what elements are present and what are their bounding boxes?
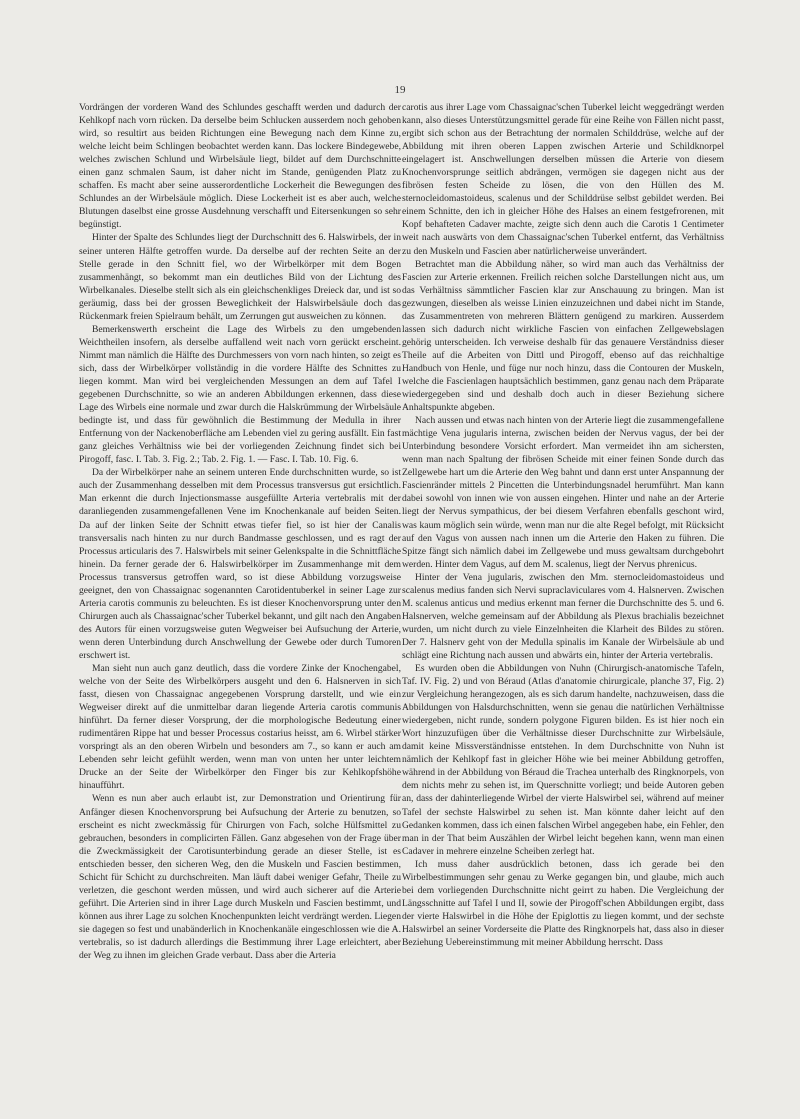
- paragraph: Hinter der Vena jugularis, zwischen den Mm. sternocleidomastoideus und scalenus medius fanden sich Nervi supraclaviculares vom 4. Halsnerven. Zwischen M. scalenus anticus und medius erkennt man ferner die Durchschnitte des 5. und 6. Halsnerven, welche gemeinsam auf der Abbildung als Plexus brachialis bezeichnet wurden, um nicht durch zu viele Einzelnheiten die Klarheit des Bildes zu stören. Der 7. Halsnerv geht von der Medulla spinalis im Kanale der Wirbelsäule ab und schlägt eine Richtung nach aussen und abwärts ein, hinter der Arteria vertebralis.: [402, 571, 724, 661]
- paragraph: Vordrängen der vorderen Wand des Schlundes geschafft werden und dadurch der Kehlkopf nach vorn rücken. Da derselbe beim Schlucken ausserdem noch gehoben wird, so resultirt aus beiden Richtungen eine Bewegung nach dem Kinne zu, welche leicht beim Schlingen beobachtet werden kann. Das lockere Bindegewebe, welches zwischen Schlund und Wirbelsäule liegt, bildet auf dem Durchschnitte einen ganz schmalen Saum, ist daher nicht im Stande, genügenden Platz zu schaffen. Es macht aber seine ausserordentliche Lockerheit die Bewegungen des Schlundes an der Wirbelsäule möglich. Diese Lockerheit ist es aber auch, welche Blutungen daselbst eine grosse Ausdehnung verschafft und Eitersenkungen so sehr begünstigt.: [79, 102, 401, 231]
- paragraph: Betrachtet man die Abbildung näher, so wird man auch das Verhältniss der Fascien zur Arterie erkennen. Freilich reichen solche Darstellungen nicht aus, um das Verhältniss sämmtlicher Fascien klar zur Anschauung zu bringen. Man ist gezwungen, dieselben als weisse Linien einzuzeichnen und dabei nicht im Stande, das Zusammentreten von mehreren Blättern genügend zu markiren. Ausserdem lassen sich dadurch nicht wirkliche Fascien von einfachen Zellgewebslagen gehörig unterscheiden. Ich verweise deshalb für das genauere Verständniss dieser Theile auf die Arbeiten von Dittl und Pirogoff, ebenso auf das reichhaltige Handbuch von Henle, und füge nur noch hinzu, dass die Contouren der Muskeln, welche die Fascienlagen hauptsächlich bestimmen, ganz genau nach dem Präparate wiedergegeben sind und deshalb doch auch in dieser Beziehung sichere Anhaltspunkte abgeben.: [402, 258, 724, 414]
- paragraph: Da der Wirbelkörper nahe an seinem unteren Ende durchschnitten wurde, so ist auch der Zusammenhang desselben mit dem Processus transversus gut ersichtlich. Man erkennt die durch Injectionsmasse ausgefüllte Arteria vertebralis mit der daranliegenden zusammengefallenen Vene im Knochenkanale auf beiden Seiten. Da auf der linken Seite der Schnitt etwas tiefer fiel, so ist hier der Canalis transversalis nach hinten zu nur durch Bandmasse geschlossen, und es ragt der Processus articularis des 7. Halswirbels mit seiner Gelenkspalte in die Schnittfläche hinein. Da ferner gerade der 6. Halswirbelkörper im Zusammenhange mit dem Processus transversus getroffen ward, so ist diese Abbildung vorzugsweise geeignet, den von Chassaignac sogenannten Carotidentuberkel in seiner Lage zur Arteria carotis communis zu beleuchten. Es ist dieser Knochenvorsprung unter den Chirurgen auch als Chassaignac'scher Tuberkel bekannt, und gilt nach den Angaben des Autors für einen vorzugsweise guten Wegweiser bei Aufsuchung der Arterie, wenn deren Unterbindung durch Anschwellung der Gewebe oder durch Tumoren erschwert ist.: [79, 467, 401, 661]
- paragraph: Ich muss daher ausdrücklich betonen, dass ich gerade bei den Wirbelbestimmungen sehr genau zu Werke gegangen bin, und glaube, mich auch bei dem vorliegenden Durchschnitte nicht geirrt zu haben. Die Vergleichung der Längsschnitte auf Tafel I und II, sowie der Pirogoff'schen Abbildungen ergibt, dass der vierte Halswirbel in die Höhe der Epiglottis zu liegen kommt, und der sechste Halswirbel an seiner Vorderseite die Platte des Ringknorpels hat, dass also in dieser Beziehung Uebereinstimmung mit meiner Abbildung herrscht. Dass: [402, 858, 724, 948]
- page-number: 19: [394, 84, 406, 96]
- paragraph: carotis aus ihrer Lage vom Chassaignac'schen Tuberkel leicht weggedrängt werden kann, also dieses Unterstützungsmittel gerade für eine Reihe von Fällen nicht passt, ergibt sich schon aus der Betrachtung der normalen Schilddrüse, welche auf der Abbildung mit ihren oberen Lappen zwischen Arterie und Schildknorpel eingelagert ist. Anschwellungen derselben müssen die Arterie von diesem Knochenvorsprunge seitlich abdrängen, vermögen sie dagegen nicht aus der fibrösen festen Scheide zu lösen, die von den Hüllen des M. sternocleidomastoideus, scalenus und der Schilddrüse selbst gebildet werden. Bei einem Schnitte, den ich in gleicher Höhe des Halses an einem festgefrorenen, mit Kopf behafteten Cadaver machte, zeigte sich denn auch die Carotis 1 Centimeter weit nach auswärts von dem Chassaignac'schen Tuberkel entfernt, das Verhältniss zu den Muskeln und Fascien aber natürlicherweise unverändert.: [402, 102, 724, 257]
- paragraph: Man sieht nun auch ganz deutlich, dass die vordere Zinke der Knochengabel, welche von der Seite des Wirbelkörpers ausgeht und den 6. Halsnerven in sich fasst, diesen von Chassaignac angegebenen Vorsprung darstellt, und wie ein Wegweiser direkt auf die unmittelbar daran liegende Arteria carotis communis hinführt. Da ferner dieser Vorsprung, der die morphologische Bedeutung einer rudimentären Rippe hat und besser Processus costarius heisst, am 6. Wirbel stärker vorspringt als an den oberen Wirbeln und besonders am 7., so kann er auch am Lebenden sehr leicht gefühlt werden, wenn man von unten her unter leichtem Drucke an der Seite der Wirbelkörper den Finger bis zur Kehlkopfshöhe hinaufführt.: [79, 663, 401, 792]
- paragraph: Nach aussen und etwas nach hinten von der Arterie liegt die zusammengefallene mächtige Vena jugularis interna, zwischen beiden der Nervus vagus, der bei der Unterbindung besondere Vorsicht erfordert. Man vermeidet ihn am sichersten, wenn man nach Spaltung der fibrösen Scheide mit einer feinen Sonde durch das Zellgewebe hart um die Arterie den Weg bahnt und dann erst unter Anspannung der Fascienränder mittels 2 Pincetten die Unterbindungsnadel herumführt. Man kann dabei sowohl von innen wie von aussen eingehen. Hinter und nahe an der Arterie liegt der Nervus sympathicus, der bei diesem Verfahren ebenfalls geschont wird, was kaum möglich sein würde, wenn man nur die alte Regel befolgt, mit Rücksicht auf den Vagus von aussen nach innen um die Arterie den Haken zu führen. Die Spitze fängt sich nämlich dabei im Zellgewebe und muss gewaltsam durchgebohrt werden. Hinter dem Vagus, auf dem M. scalenus, liegt der Nervus phrenicus.: [402, 415, 724, 570]
- right-column: [402, 101, 724, 949]
- paragraph: Hinter der Spalte des Schlundes liegt der Durchschnitt des 6. Halswirbels, der in seiner unteren Hälfte getroffen wurde. Da derselbe auf der rechten Seite an der Stelle gerade in den Schnitt fiel, wo der Wirbelkörper mit dem Bogen zusammenhängt, so bekommt man ein deutliches Bild von der Lichtung des Wirbelkanales. Dieselbe stellt sich als ein gleichschenkliges Dreieck dar, und ist so geräumig, dass bei der grossen Beweglichkeit der Halswirbelsäule doch das Rückenmark freien Spielraum behält, um Zerrungen gut ausweichen zu können.: [79, 232, 401, 322]
- left-column: [79, 101, 401, 962]
- paragraph: Es wurden oben die Abbildungen von Nuhn (Chirurgisch-anatomische Tafeln, Taf. IV. Fig. 2) und von Béraud (Atlas d'anatomie chirurgicale, planche 37, Fig. 2) zur Vergleichung herangezogen, als es sich darum handelte, nachzuweisen, dass die Abbildungen von Halsdurchschnitten, wenn sie genau die natürlichen Verhältnisse wiedergeben, nicht runde, sondern polygone Figuren bilden. Es ist hier noch ein Wort hinzuzufügen über die Verhältnisse dieser Durchschnitte zur Wirbelsäule, damit keine Missverständnisse entstehen. In dem Durchschnitte von Nuhn ist nämlich der Kehlkopf fast in gleicher Höhe wie bei meiner Abbildung getroffen, während in der Abbildung von Béraud die Trachea unterhalb des Ringknorpels, von dem nichts mehr zu sehen ist, im Querschnitte vorliegt; und beide Autoren geben an, dass der dahinterliegende Wirbel der vierte Halswirbel sei, während auf meiner Tafel der sechste Halswirbel zu sehen ist. Man könnte daher leicht auf den Gedanken kommen, dass ich einen falschen Wirbel angegeben habe, ein Fehler, den man in der That beim Auszählen der Wirbel leicht begehen kann, wenn man einen Cadaver in mehrere einzelne Scheiben zerlegt hat.: [402, 663, 724, 857]
- paragraph: Wenn es nun aber auch erlaubt ist, zur Demonstration und Orientirung für Anfänger diesen Knochenvorsprung bei Aufsuchung der Arterie zu benutzen, so erscheint es nicht zweckmässig für Chirurgen von Fach, solche Hülfsmittel zu gebrauchen, besonders in complicirten Fällen. Ganz abgesehen von der Frage über die Zweckmässigkeit der Carotisunterbindung gerade an dieser Stelle, ist es entschieden besser, den sicheren Weg, den die Muskeln und Fascien bestimmen, Schicht für Schicht zu durchschreiten. Man läuft dabei weniger Gefahr, Theile zu verletzen, die geschont werden müssen, und wird auch sicherer auf die Arterie geführt. Die Arterien sind in ihrer Lage durch Muskeln und Fascien bestimmt, und können aus ihrer Lage zu solchen Knochenpunkten leicht verdrängt werden. Liegen sie dagegen so fest und unabänderlich in Knochenkanäle eingeschlossen wie die A. vertebralis, so ist dadurch allerdings die Bestimmung ihrer Lage erleichtert, aber der Weg zu ihnen im gleichen Grade verbaut. Dass aber die Arteria: [79, 793, 401, 962]
- paragraph: Bemerkenswerth erscheint die Lage des Wirbels zu den umgebenden Weichtheilen insofern, als derselbe auffallend weit nach vorn gerückt erscheint. Nimmt man nämlich die Hälfte des Durchmessers von vorn nach hinten, so zeigt es sich, dass der Wirbelkörper vollständig in die vordere Hälfte des Schnittes zu liegen kommt. Man wird bei vergleichenden Messungen an dem auf Tafel I gegebenen Durchschnitte, so wie an anderen Abbildungen erkennen, dass diese Lage des Wirbels eine normale und zwar durch die Halskrümmung der Wirbelsäule bedingte ist, und dass für gewöhnlich die Bestimmung der Medulla in ihrer Entfernung von der Nackenoberfläche am Lebenden viel zu gering ausfällt. Ein fast ganz gleiches Verhältniss wie bei der vorliegenden Zeichnung findet sich bei Pirogoff, fasc. I. Tab. 3. Fig. 2.; Tab. 2. Fig. 1. — Fasc. I. Tab. 10. Fig. 6.: [79, 323, 401, 466]
